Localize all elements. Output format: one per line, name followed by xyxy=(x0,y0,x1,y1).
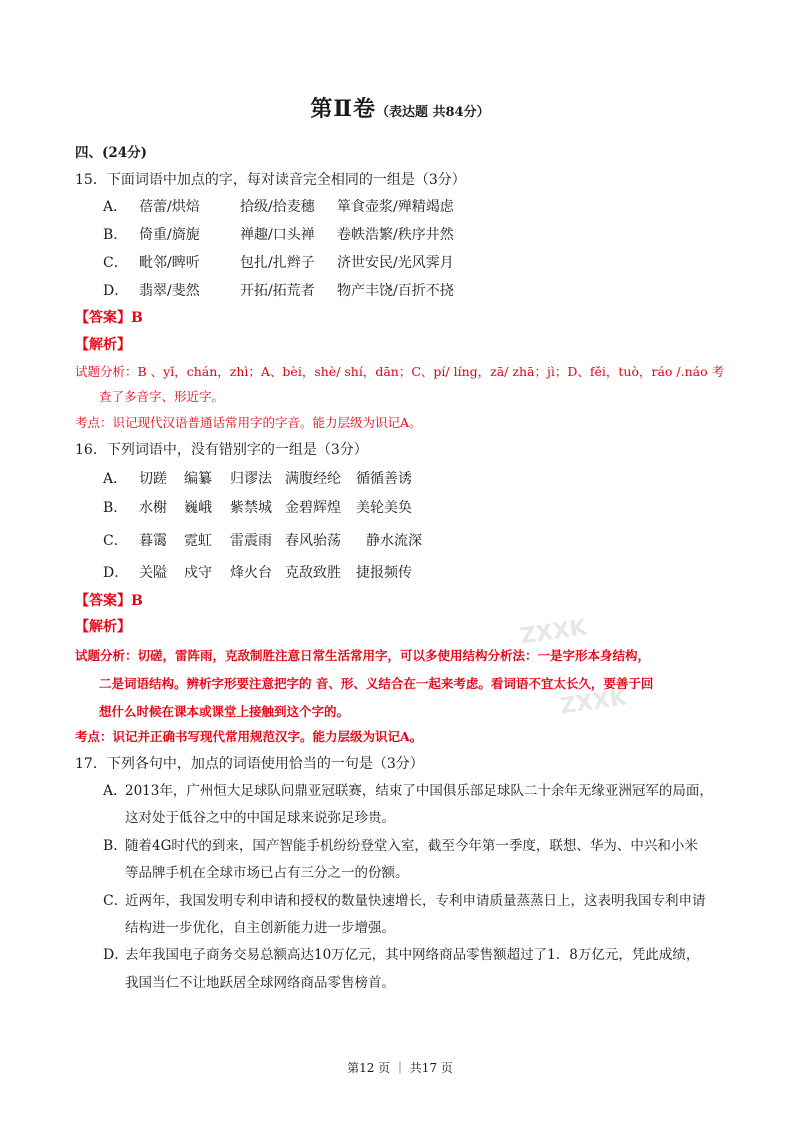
q17-option-a: A．2013年，广州恒大足球队问鼎亚冠联赛，结束了中国俱乐部足球队二十余年无缘亚洲冠军的局面， xyxy=(103,783,713,799)
q15-analysis-label: 【解析】 xyxy=(75,337,131,353)
q16-analysis-line: 二是词语结构。辨析字形要注意把字的 音、形、义结合在一起来考虑。看词语不宜太长久，要善于回 xyxy=(99,676,654,691)
question-17-stem: 17．下列各句中，加点的词语使用恰当的一句是（3分） xyxy=(75,756,424,772)
q17-option-c-cont: 结构进一步优化，自主创新能力进一步增强。 xyxy=(125,920,395,936)
q16-option-c: C． 暮霭 霓虹 雷震雨 春风骀荡 静水流深 xyxy=(103,533,422,549)
q16-analysis-line: 想什么时候在课本或课堂上接触到这个字的。 xyxy=(99,704,350,719)
q15-analysis-line: 查了多音字、形近字。 xyxy=(99,389,225,404)
q16-analysis-line: 试题分析：切磋，雷阵雨，克敌制胜注意日常生活常用字，可以多使用结构分析法：一是字形本身结构， xyxy=(75,648,651,663)
watermark: ZXXK xyxy=(558,685,629,720)
q16-answer: 【答案】B xyxy=(75,593,143,609)
q15-analysis-line: 试题分析：B 、yǐ，chán，zhì；A、bèi，shè/ shí，dān；C、pí/ líng，zā/ zhā；jì；D、fěi，tuò，ráo /.náo 考 xyxy=(75,364,725,379)
q17-option-d-cont: 我国当仁不让地跃居全球网络商品零售榜首。 xyxy=(125,975,395,991)
q15-answer: 【答案】B xyxy=(75,310,143,326)
q15-option-d: D． 翡翠/斐然 开拓/拓荒者 物产丰饶/百折不挠 xyxy=(103,283,454,299)
q17-option-b: B．随着4G时代的到来，国产智能手机纷纷登堂入室，截至今年第一季度，联想、华为、中兴和小米 xyxy=(103,838,698,854)
question-15-stem: 15．下面词语中加点的字，每对读音完全相同的一组是（3分） xyxy=(75,172,466,188)
page-title xyxy=(0,96,800,123)
q15-option-a: A． 蓓蕾/烘焙 拾级/拾麦穗 箪食壶浆/殚精竭虑 xyxy=(103,199,454,215)
q16-analysis-label: 【解析】 xyxy=(75,619,131,635)
q16-option-b: B． 水榭 巍峨 紫禁城 金碧辉煌 美轮美奂 xyxy=(103,500,412,516)
section-heading: 四、(24分) xyxy=(75,145,148,161)
title-main: 第Ⅱ卷 xyxy=(310,96,376,122)
watermark: ZXXK xyxy=(518,615,589,650)
q17-option-b-cont: 等品牌手机在全球市场已占有三分之一的份额。 xyxy=(125,865,409,881)
q16-kaodian: 考点：识记并正确书写现代常用规范汉字。能力层级为识记A。 xyxy=(75,729,423,744)
q16-option-a: A． 切蹉 编纂 归谬法 满腹经纶 循循善诱 xyxy=(103,471,412,487)
q17-option-c: C．近两年，我国发明专利申请和授权的数量快速增长，专利申请质量蒸蒸日上，这表明我国专利申请 xyxy=(103,893,706,909)
page-footer: 第12 页 ｜ 共17 页 xyxy=(347,1061,453,1075)
title-sub: （表达题 共84分） xyxy=(375,105,490,120)
q15-option-b: B． 倚重/旖旎 禅趣/口头禅 卷帙浩繁/秩序井然 xyxy=(103,227,454,243)
q17-option-d: D．去年我国电子商务交易总额高达10万亿元，其中网络商品零售额超过了1．8万亿元，凭此成绩， xyxy=(103,947,700,963)
question-16-stem: 16．下列词语中，没有错别字的一组是（3分） xyxy=(75,442,368,458)
q15-kaodian: 考点：识记现代汉语普通话常用字的字音。能力层级为识记A。 xyxy=(75,415,422,430)
q17-option-a-cont: 这对处于低谷之中的中国足球来说弥足珍贵。 xyxy=(125,810,395,826)
q16-option-d: D． 关隘 戍守 烽火台 克敌致胜 捷报频传 xyxy=(103,565,412,581)
q15-option-c: C． 毗邻/睥听 包扎/扎辫子 济世安民/光风霁月 xyxy=(103,255,454,271)
